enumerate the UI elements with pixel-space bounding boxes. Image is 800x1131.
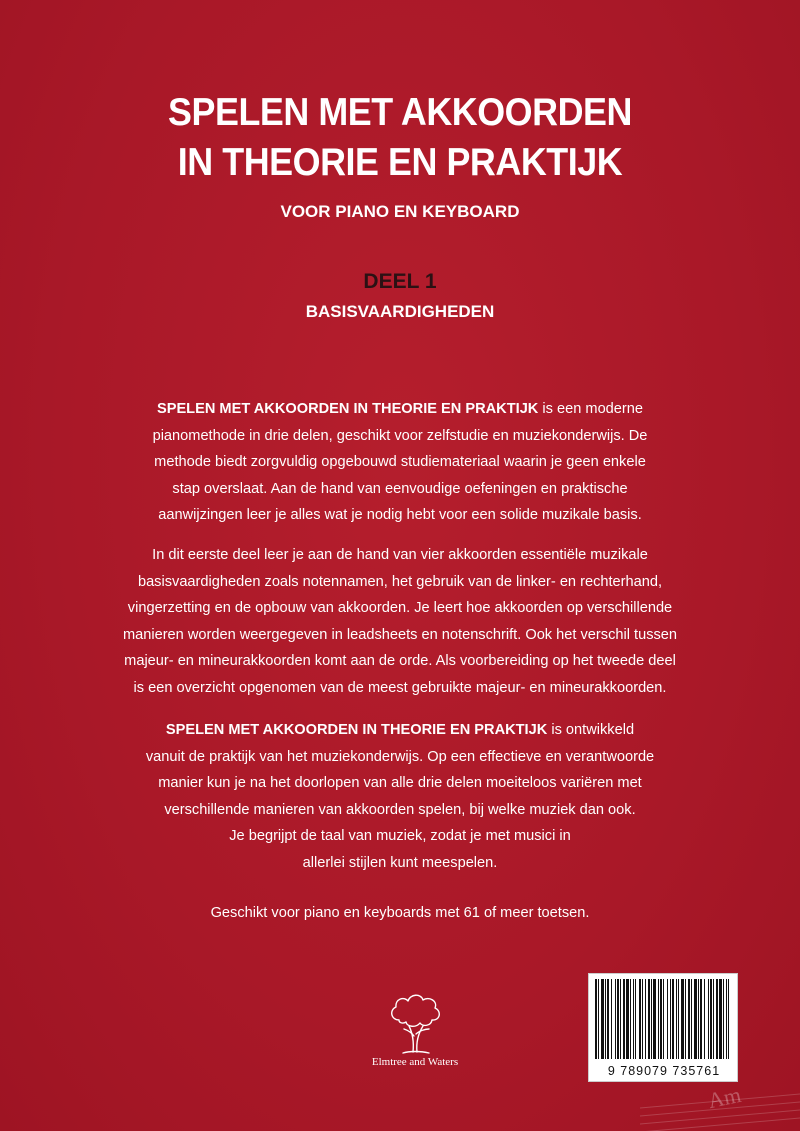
- blurb-paragraph-1: [100, 396, 700, 529]
- text-line: methode biedt zorgvuldig opgebouwd studiemateriaal waarin je geen enkele: [154, 454, 646, 470]
- barcode-bar: [633, 979, 634, 1059]
- barcode-bar: [607, 979, 609, 1059]
- barcode-bar: [672, 979, 674, 1059]
- barcode-bar: [688, 979, 690, 1059]
- barcode-bar: [595, 979, 597, 1059]
- text-line: stap overslaat. Aan de hand van eenvoudige oefeningen en praktische: [172, 480, 628, 497]
- text-line: verschillende manieren van akkoorden spelen, bij welke muziek dan ook.: [164, 801, 636, 818]
- barcode-bar: [651, 979, 652, 1059]
- barcode-bar: [691, 979, 692, 1059]
- barcode-bar: [716, 979, 718, 1059]
- barcode-bar: [620, 979, 621, 1059]
- barcode-bar: [598, 979, 599, 1059]
- barcode-bar: [685, 979, 686, 1059]
- barcode-bar: [658, 979, 659, 1059]
- barcode-bars: [595, 979, 733, 1059]
- part-label: DEEL 1: [363, 270, 437, 293]
- blurb-paragraph-4: Geschikt voor piano en keyboards met 61 of meer toetsen.: [210, 905, 590, 921]
- barcode-bar: [700, 979, 702, 1059]
- publisher-name: Elmtree and Waters: [371, 1056, 459, 1068]
- barcode-bar: [611, 979, 612, 1059]
- isbn-number: 9 789079 735761: [607, 1064, 721, 1078]
- text-line: aanwijzingen leer je alles wat je nodig hebt voor een solide muzikale basis.: [158, 507, 642, 523]
- text-line: majeur- en mineurakkoorden komt aan de orde. Als voorbereiding op het tweede deel: [124, 653, 676, 669]
- barcode-bar: [704, 979, 705, 1059]
- barcode-bar: [676, 979, 677, 1059]
- text-line: vingerzetting en de opbouw van akkoorden. Je leert hoe akkoorden op verschillende: [127, 600, 673, 616]
- isbn-barcode: [588, 973, 738, 1082]
- text-line: vanuit de praktijk van het muziekonderwijs. Op een effectieve en verantwoorde: [145, 748, 655, 765]
- text-line: is een moderne: [538, 401, 644, 417]
- barcode-bar: [642, 979, 643, 1059]
- barcode-bar: [630, 979, 631, 1059]
- barcode-bar: [723, 979, 724, 1059]
- text-line: pianomethode in drie delen, geschikt voor zelfstudie en muziekonderwijs. De: [152, 427, 648, 444]
- barcode-bar: [617, 979, 619, 1059]
- text-line: manier kun je na het doorlopen van alle drie delen moeiteloos variëren met: [158, 775, 642, 791]
- barcode-bar: [694, 979, 697, 1059]
- barcode-bar: [710, 979, 712, 1059]
- barcode-bar: [653, 979, 656, 1059]
- barcode-bar: [713, 979, 714, 1059]
- text-line: is een overzicht opgenomen van de meest gebruikte majeur- en mineurakkoorden.: [133, 679, 667, 696]
- book-title: [32, 88, 768, 188]
- barcode-bar: [648, 979, 650, 1059]
- barcode-bar: [663, 979, 664, 1059]
- barcode-bar: [667, 979, 668, 1059]
- chord-label: Am: [705, 1081, 744, 1114]
- barcode-bar: [670, 979, 671, 1059]
- barcode-bar: [681, 979, 684, 1059]
- book-subtitle: VOOR PIANO EN KEYBOARD: [280, 202, 520, 221]
- barcode-bar: [719, 979, 722, 1059]
- tree-logo-icon: [385, 990, 445, 1058]
- blurb-paragraph-2: [100, 542, 700, 701]
- part-subtitle: BASISVAARDIGHEDEN: [305, 302, 495, 321]
- barcode-bar: [678, 979, 679, 1059]
- barcode-bar: [708, 979, 709, 1059]
- barcode-bar: [639, 979, 641, 1059]
- title-line-1: SPELEN MET AKKOORDEN: [168, 91, 632, 134]
- barcode-bar: [615, 979, 616, 1059]
- barcode-bar: [626, 979, 629, 1059]
- barcode-bar: [728, 979, 729, 1059]
- barcode-bar: [660, 979, 662, 1059]
- text-line: manieren worden weergegeven in leadsheets en notenschrift. Ook het verschil tussen: [122, 626, 678, 643]
- text-line: In dit eerste deel leer je aan de hand van vier akkoorden essentiële muzikale: [152, 547, 648, 563]
- barcode-bar: [605, 979, 606, 1059]
- barcode-bar: [645, 979, 646, 1059]
- barcode-bar: [726, 979, 727, 1059]
- barcode-bar: [601, 979, 604, 1059]
- text-line: basisvaardigheden zoals notennamen, het gebruik van de linker- en rechterhand,: [137, 573, 663, 590]
- barcode-bar: [698, 979, 699, 1059]
- text-line: is ontwikkeld: [547, 722, 635, 738]
- text-line: Je begrijpt de taal van muziek, zodat je met musici in: [229, 828, 571, 844]
- blurb-paragraph-3: [100, 717, 700, 876]
- barcode-bar: [623, 979, 625, 1059]
- text-line: allerlei stijlen kunt meespelen.: [302, 854, 498, 871]
- blurb-bold-title: SPELEN MET AKKOORDEN IN THEORIE EN PRAKTIJK: [156, 401, 539, 417]
- title-line-2: IN THEORIE EN PRAKTIJK: [177, 141, 623, 184]
- barcode-bar: [635, 979, 636, 1059]
- blurb-bold-title: SPELEN MET AKKOORDEN IN THEORIE EN PRAKTIJK: [165, 722, 548, 738]
